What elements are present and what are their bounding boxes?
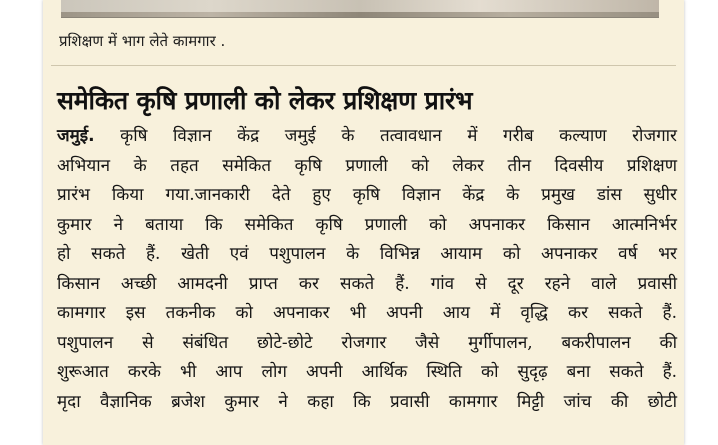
article-line (57, 122, 677, 152)
article-line: पशुपालन से संबंधित छोटे-छोटे रोजगार जैसे मुर्गीपालन, बकरीपालन की (57, 332, 677, 353)
article-line: किसान अच्छी आमदनी प्राप्त कर सकते हैं. गांव से दूर रहने वाले प्रवासी (57, 273, 677, 294)
article-body (57, 122, 677, 417)
photo-thumbnail (61, 0, 659, 18)
article-line: मृदा वैज्ञानिक ब्रजेश कुमार ने कहा कि प्रवासी कामगार मिट्टी जांच की छोटी (57, 391, 677, 412)
dateline: जमुई. (57, 126, 95, 146)
photo-caption: प्रशिक्षण में भाग लेते कामगार . (59, 32, 226, 50)
newspaper-clipping (43, 0, 684, 445)
article-line: कामगार इस तकनीक को अपनाकर भी अपनी आय में वृद्धि कर सकते हैं. (57, 303, 677, 323)
article-line-text: कृषि विज्ञान केंद्र जमुई के तत्वावधान में गरीब कल्याण रोजगार (120, 126, 677, 146)
article-line: शुरूआत करके भी आप लोग अपनी आर्थिक स्थिति को सुदृढ़ बना सकते हैं. (57, 362, 677, 382)
article-line: अभियान के तहत समेकित कृषि प्रणाली को लेकर तीन दिवसीय प्रशिक्षण (57, 155, 677, 176)
article-line: कुमार ने बताया कि समेकित कृषि प्रणाली को अपनाकर किसान आत्मनिर्भर (57, 214, 677, 235)
article-headline: समेकित कृषि प्रणाली को लेकर प्रशिक्षण प्रारंभ (57, 86, 473, 115)
divider (51, 65, 676, 66)
photo-bottom-strip (61, 12, 659, 17)
article-line: प्रारंभ किया गया.जानकारी देते हुए कृषि विज्ञान केंद्र के प्रमुख डांस सुधीर (57, 185, 677, 205)
article-line: हो सकते हैं. खेती एवं पशुपालन के विभिन्न आयाम को अपनाकर वर्ष भर (57, 244, 677, 264)
